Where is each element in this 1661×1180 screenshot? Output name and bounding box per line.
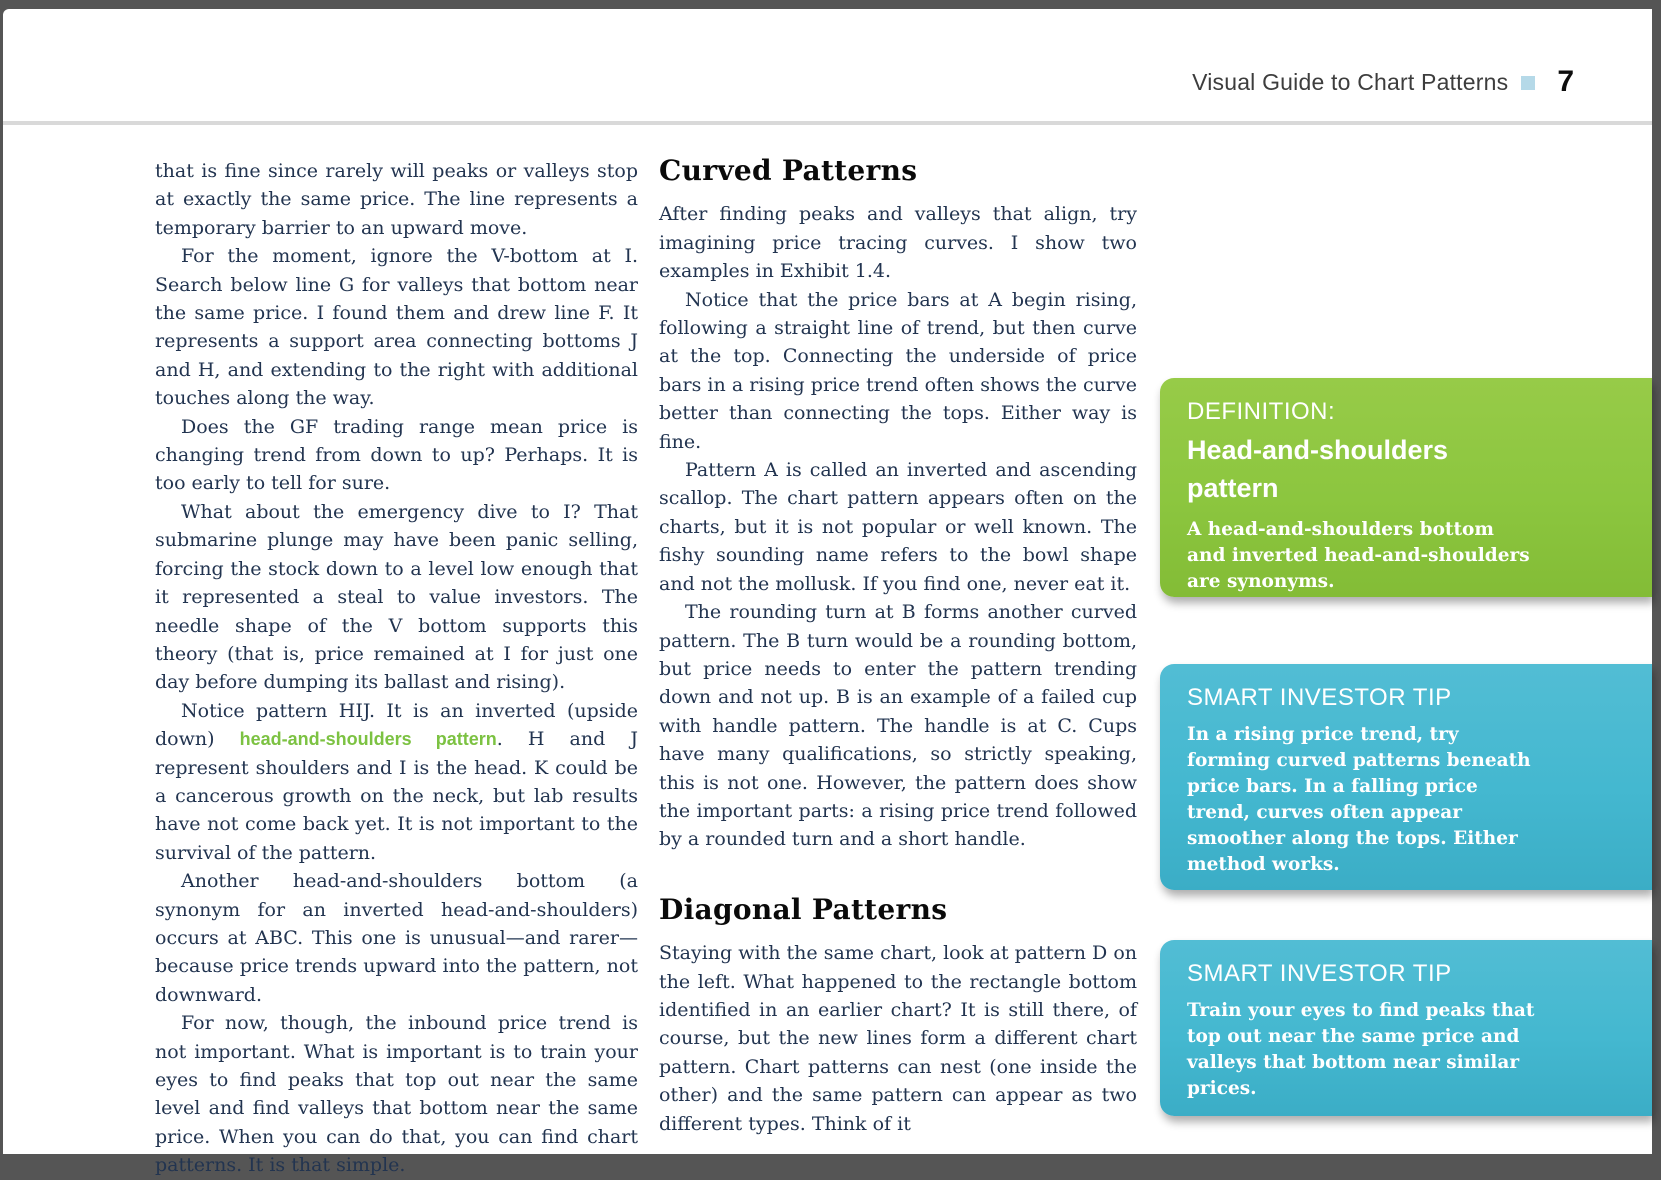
paragraph: For the moment, ignore the V-bottom at I. Search below line G for valleys that bottom near the same price. I found them and drew line F. It represents a support area connecting bottoms J and H, and extending to the right with additional touches along the way. bbox=[155, 242, 638, 412]
paragraph: Staying with the same chart, look at pattern D on the left. What happened to the rectangle bottom identified in an earlier chart? It is still there, of course, but the new lines form a different chart pattern. Chart patterns can nest (one inside the other) and the same pattern can appear as two different types. Think of it bbox=[659, 939, 1137, 1138]
smart-investor-tip-box-1 bbox=[1160, 664, 1652, 890]
tip-heading: SMART INVESTOR TIP bbox=[1187, 960, 1537, 988]
definition-term: Head-and-shoulders pattern bbox=[1187, 431, 1487, 507]
header-divider-rule bbox=[3, 121, 1652, 125]
paragraph-text: . H and J represent shoulders and I is the head. K could be a cancerous growth on the neck, but lab results have not come back yet. It is not important to the survival of the pattern. bbox=[155, 728, 638, 864]
middle-text-column bbox=[659, 157, 1137, 1138]
left-text-column bbox=[155, 157, 638, 1180]
book-page bbox=[3, 9, 1652, 1154]
definition-callout-box bbox=[1160, 378, 1652, 597]
section-heading-curved-patterns: Curved Patterns bbox=[659, 157, 1137, 185]
paragraph: Another head-and-shoulders bottom (a synonym for an inverted head-and-shoulders) occurs at ABC. This one is unusual—and rarer—because price trends upward into the pattern, not downward. bbox=[155, 867, 638, 1009]
paragraph-text: Notice pattern HIJ. It is an inverted (upside down) bbox=[155, 700, 638, 750]
head-and-shoulders-pattern-term: head-and-shoulders pattern bbox=[240, 729, 497, 749]
section-heading-diagonal-patterns: Diagonal Patterns bbox=[659, 896, 1137, 924]
definition-label: DEFINITION: bbox=[1187, 398, 1537, 426]
page-number: 7 bbox=[1557, 65, 1574, 99]
running-header bbox=[1192, 65, 1574, 99]
definition-body: A head-and-shoulders bottom and inverted head-and-shoulders are synonyms. bbox=[1187, 517, 1537, 595]
paragraph bbox=[155, 697, 638, 867]
paragraph: Pattern A is called an inverted and ascending scallop. The chart pattern appears often on the charts, but it is not popular or well known. The fishy sounding name refers to the bowl shape and not the mollusk. If you find one, never eat it. bbox=[659, 456, 1137, 598]
paragraph: Does the GF trading range mean price is changing trend from down to up? Perhaps. It is too early to tell for sure. bbox=[155, 413, 638, 498]
header-accent-square bbox=[1521, 76, 1535, 90]
paragraph: After finding peaks and valleys that align, try imagining price tracing curves. I show two examples in Exhibit 1.4. bbox=[659, 200, 1137, 285]
header-title: Visual Guide to Chart Patterns bbox=[1192, 69, 1508, 96]
paragraph: For now, though, the inbound price trend is not important. What is important is to train your eyes to find peaks that top out near the same level and find valleys that bottom near the same price. When you can do that, you can find chart patterns. It is that simple. bbox=[155, 1009, 638, 1179]
smart-investor-tip-box-2 bbox=[1160, 940, 1652, 1116]
tip-heading: SMART INVESTOR TIP bbox=[1187, 684, 1537, 712]
paragraph: The rounding turn at B forms another curved pattern. The B turn would be a rounding bottom, but price needs to enter the pattern trending down and not up. B is an example of a failed cup with handle pattern. The handle is at C. Cups have many qualifications, so strictly speaking, this is not one. However, the pattern does show the important parts: a rising price trend followed by a rounded turn and a short handle. bbox=[659, 598, 1137, 854]
tip-body: Train your eyes to find peaks that top out near the same price and valleys that bottom near similar prices. bbox=[1187, 998, 1537, 1102]
paragraph: Notice that the price bars at A begin rising, following a straight line of trend, but then curve at the top. Connecting the underside of price bars in a rising price trend often shows the curve better than connecting the tops. Either way is fine. bbox=[659, 286, 1137, 456]
paragraph: What about the emergency dive to I? That submarine plunge may have been panic selling, forcing the stock down to a level low enough that it represented a steal to value investors. The needle shape of the V bottom supports this theory (that is, price remained at I for just one day before dumping its ballast and rising). bbox=[155, 498, 638, 697]
tip-body: In a rising price trend, try forming curved patterns beneath price bars. In a falling price trend, curves often appear smoother along the tops. Either method works. bbox=[1187, 722, 1537, 878]
paragraph: that is fine since rarely will peaks or valleys stop at exactly the same price. The line represents a temporary barrier to an upward move. bbox=[155, 157, 638, 242]
